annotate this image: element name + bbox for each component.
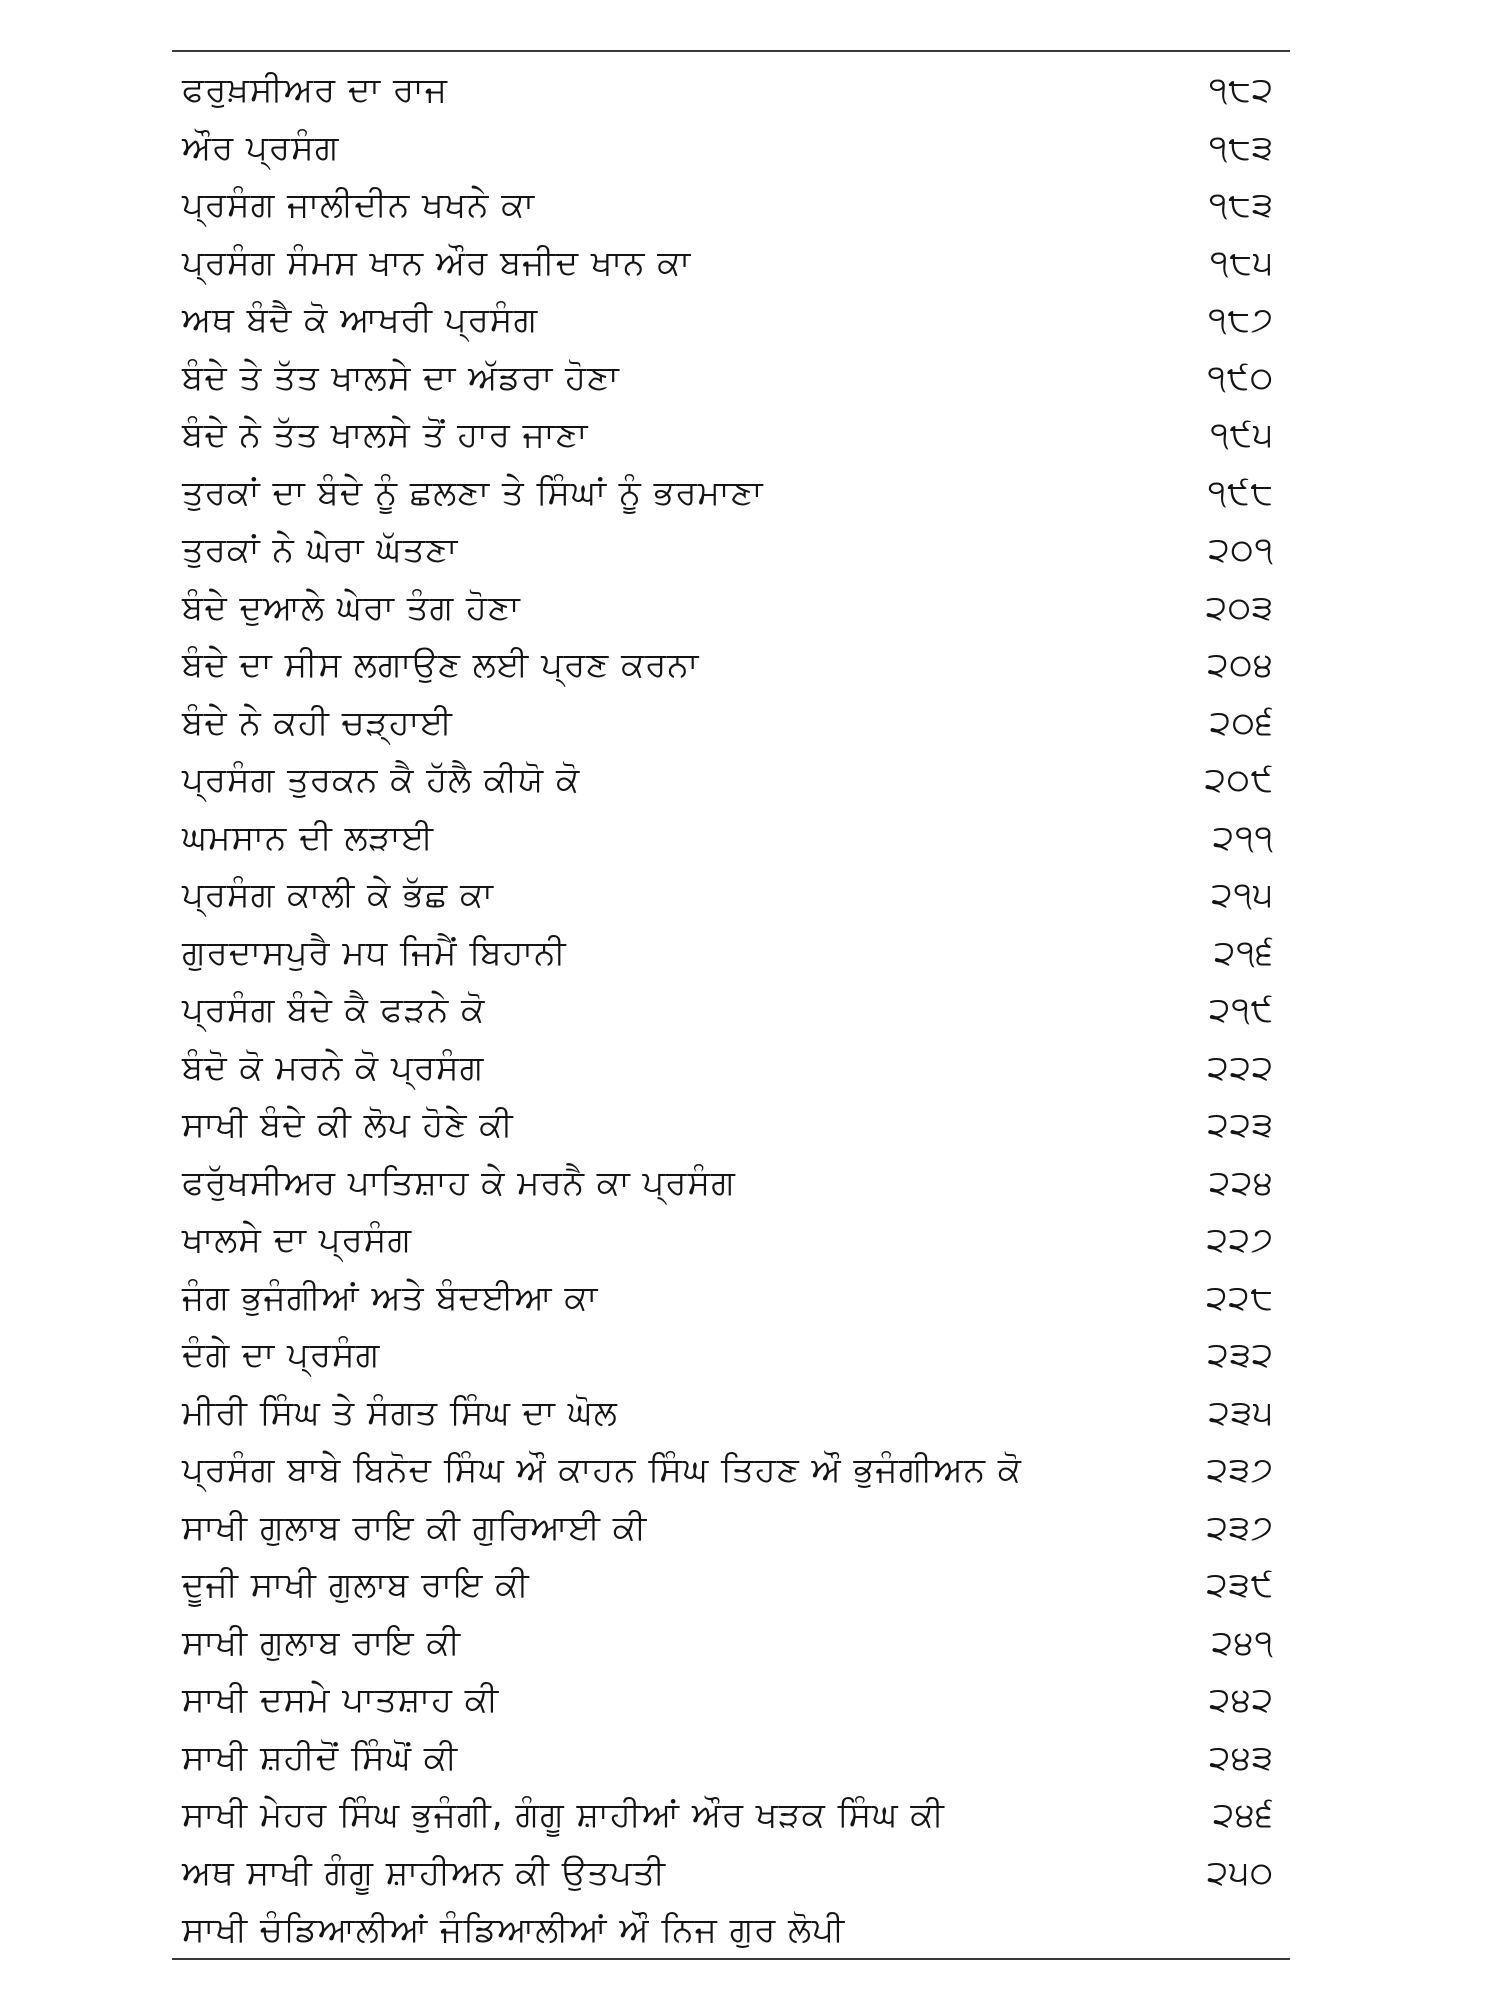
toc-entry-title: ਬੰਦੇ ਨੇ ਤੱਤ ਖਾਲਸੇ ਤੋਂ ਹਾਰ ਜਾਣਾ <box>182 415 589 455</box>
toc-entry <box>172 637 1290 695</box>
toc-entry-page-number: ੨੩੭ <box>1206 1450 1274 1490</box>
toc-entry <box>172 1327 1290 1385</box>
toc-entry-title: ਬੰਦੇ ਨੇ ਕਹੀ ਚੜ੍ਹਾਈ <box>182 702 453 743</box>
toc-entry <box>172 982 1290 1040</box>
toc-entry-page-number: ੨੫੦ <box>1206 1852 1274 1893</box>
toc-entry-page-number: ੨੦੯ <box>1204 760 1274 800</box>
toc-entry-title: ਮੀਰੀ ਸਿੰਘ ਤੇ ਸੰਗਤ ਸਿੰਘ ਦਾ ਘੋਲ <box>182 1392 618 1433</box>
toc-entry-page-number: ੨੪੨ <box>1209 1680 1274 1720</box>
toc-entry <box>172 1040 1290 1098</box>
toc-entry <box>172 1845 1290 1903</box>
toc-entry-title: ਸਾਖੀ ਗੁਲਾਬ ਰਾਇ ਕੀ ਗੁਰਿਆਈ ਕੀ <box>182 1507 648 1548</box>
toc-entry-page-number: ੨੨੩ <box>1207 1105 1274 1145</box>
toc-entry-page-number: ੨੪੬ <box>1212 1795 1274 1835</box>
toc-entry-title: ਸਾਖੀ ਗੁਲਾਬ ਰਾਇ ਕੀ <box>182 1622 461 1663</box>
toc-entry-page-number: ੨੨੮ <box>1206 1277 1274 1318</box>
toc-entry-title: ਸਾਖੀ ਮੇਹਰ ਸਿੰਘ ਭੁਜੰਗੀ, ਗੰਗੂ ਸ਼ਾਹੀਆਂ ਔਰ ਖੜਕ ਸਿੰਘ ਕੀ <box>182 1795 945 1835</box>
toc-entry-title: ਦੰਗੇ ਦਾ ਪ੍ਰਸੰਗ <box>182 1335 381 1375</box>
toc-entry-page-number: ੨੨੭ <box>1206 1220 1274 1260</box>
toc-entry <box>172 292 1290 350</box>
toc-entry <box>172 235 1290 293</box>
toc-entry-page-number: ੨੧੧ <box>1212 817 1274 858</box>
toc-entry-page-number: ੧੯੦ <box>1207 357 1274 398</box>
toc-entry-title: ਸਾਖੀ ਸ਼ਹੀਦੋਂ ਸਿੰਘੋਂ ਕੀ <box>182 1737 459 1778</box>
toc-entry-page-number: ੨੩੫ <box>1208 1392 1274 1433</box>
toc-entry-page-number: ੧੮੩ <box>1208 185 1274 225</box>
toc-entry <box>172 1155 1290 1213</box>
toc-entry <box>172 752 1290 810</box>
toc-entry-title: ਗੁਰਦਾਸਪੁਰੈ ਮਧ ਜਿਮੈਂ ਬਿਹਾਨੀ <box>182 932 567 973</box>
toc-entry-title: ਪ੍ਰਸੰਗ ਤੁਰਕਨ ਕੈ ਹੱਲੈ ਕੀਯੋ ਕੋ <box>182 760 581 800</box>
toc-entry-title: ਜੰਗ ਭੁਜੰਗੀਆਂ ਅਤੇ ਬੰਦਈਆ ਕਾ <box>182 1277 599 1318</box>
toc-entry <box>172 1442 1290 1500</box>
toc-entry-title: ਪ੍ਰਸੰਗ ਜਾਲੀਦੀਨ ਖਖਨੇ ਕਾ <box>182 185 536 225</box>
toc-entry-title: ਘਮਸਾਨ ਦੀ ਲੜਾਈ <box>182 817 435 858</box>
toc-entry <box>172 1730 1290 1788</box>
toc-entry-title: ਤੁਰਕਾਂ ਦਾ ਬੰਦੇ ਨੂੰ ਛਲਣਾ ਤੇ ਸਿੰਘਾਂ ਨੂੰ ਭਰਮਾਣਾ <box>182 472 764 513</box>
toc-entry <box>172 1557 1290 1615</box>
top-rule <box>172 50 1290 52</box>
toc-entry <box>172 62 1290 120</box>
toc-entry-page-number: ੧੮੫ <box>1210 242 1274 283</box>
toc-entry-page-number: ੨੦੩ <box>1205 587 1274 628</box>
toc-entry-page-number: ੨੩੨ <box>1207 1335 1274 1375</box>
toc-entry-title: ਸਾਖੀ ਬੰਦੇ ਕੀ ਲੋਪ ਹੋਣੇ ਕੀ <box>182 1105 514 1145</box>
toc-entry-title: ਦੂਜੀ ਸਾਖੀ ਗੁਲਾਬ ਰਾਇ ਕੀ <box>182 1565 530 1605</box>
toc-entry-page-number: ੧੯੫ <box>1210 415 1274 455</box>
toc-entry-title: ਬੰਦੋ ਕੋ ਮਰਨੇ ਕੋ ਪ੍ਰਸੰਗ <box>182 1047 485 1088</box>
toc-entry-title: ਪ੍ਰਸੰਗ ਬਾਬੇ ਬਿਨੋਦ ਸਿੰਘ ਔ ਕਾਹਨ ਸਿੰਘ ਤਿਹਣ ਔ ਭੁਜੰਗੀਅਨ ਕੋ <box>182 1450 1022 1490</box>
toc-entry <box>172 867 1290 925</box>
toc-entry <box>172 1787 1290 1845</box>
toc-entry <box>172 1097 1290 1155</box>
toc-entry <box>172 1672 1290 1730</box>
toc-entry <box>172 1270 1290 1328</box>
toc-entry-page-number: ੧੯੮ <box>1207 472 1274 513</box>
toc-entry-page-number: ੨੨੨ <box>1207 1047 1274 1088</box>
toc-entry-page-number: ੨੪੧ <box>1211 1622 1274 1663</box>
toc-entry-title: ਬੰਦੇ ਦੁਆਲੇ ਘੇਰਾ ਤੰਗ ਹੋਣਾ <box>182 587 521 628</box>
toc-entry-page-number: ੧੮੨ <box>1208 70 1274 110</box>
toc-entry <box>172 1615 1290 1673</box>
toc-entry-page-number: ੨੧੬ <box>1214 932 1274 973</box>
toc-entry-page-number: ੨੧੯ <box>1209 990 1274 1030</box>
toc-entry-title: ਤੁਰਕਾਂ ਨੇ ਘੇਰਾ ਘੱਤਣਾ <box>182 530 459 570</box>
toc-entry <box>172 1902 1290 1960</box>
toc-entry <box>172 465 1290 523</box>
toc-entry-page-number: ੧੮੩ <box>1208 127 1274 168</box>
toc-entry-page-number: ੨੦੧ <box>1208 530 1274 570</box>
toc-entry-title: ਪ੍ਰਸੰਗ ਕਾਲੀ ਕੇ ਭੱਛ ਕਾ <box>182 875 494 915</box>
toc-entry <box>172 120 1290 178</box>
toc-entry <box>172 522 1290 580</box>
toc-entry-title: ਅਥ ਬੰਦੈ ਕੋ ਆਖਰੀ ਪ੍ਰਸੰਗ <box>182 300 539 340</box>
toc-entry-page-number: ੨੩੭ <box>1206 1507 1274 1548</box>
toc-entry-page-number: ੨੦੬ <box>1209 702 1274 743</box>
toc-entry <box>172 695 1290 753</box>
toc-entry <box>172 1500 1290 1558</box>
toc-entry <box>172 810 1290 868</box>
toc-entry-title: ਸਾਖੀ ਦਸਮੇ ਪਾਤਸ਼ਾਹ ਕੀ <box>182 1680 500 1720</box>
toc-entry-title: ਫਰੁਖ਼ਸੀਅਰ ਦਾ ਰਾਜ <box>182 70 448 110</box>
toc-entry <box>172 350 1290 408</box>
toc-entry-title: ਬੰਦੇ ਤੇ ਤੱਤ ਖਾਲਸੇ ਦਾ ਅੱਡਰਾ ਹੋਣਾ <box>182 357 620 398</box>
toc-entry-title: ਖਾਲਸੇ ਦਾ ਪ੍ਰਸੰਗ <box>182 1220 413 1260</box>
bottom-rule <box>172 1958 1290 1960</box>
toc-entry-page-number: ੨੨੪ <box>1209 1162 1274 1203</box>
toc-entry-page-number: ੨੩੯ <box>1206 1565 1274 1605</box>
toc-entry-page-number: ੨੦੪ <box>1207 645 1274 685</box>
toc-entry-title: ਪ੍ਰਸੰਗ ਬੰਦੇ ਕੈ ਫੜਨੇ ਕੋ <box>182 990 486 1030</box>
toc-entry-title: ਫਰੁੱਖਸੀਅਰ ਪਾਤਿਸ਼ਾਹ ਕੇ ਮਰਨੈ ਕਾ ਪ੍ਰਸੰਗ <box>182 1162 736 1203</box>
toc-entry <box>172 1212 1290 1270</box>
table-of-contents <box>172 62 1290 1960</box>
toc-entry-title: ਬੰਦੇ ਦਾ ਸੀਸ ਲਗਾਉਣ ਲਈ ਪ੍ਰਣ ਕਰਨਾ <box>182 645 700 685</box>
toc-entry-title: ਪ੍ਰਸੰਗ ਸੰਮਸ ਖਾਨ ਔਰ ਬਜੀਦ ਖਾਨ ਕਾ <box>182 242 692 283</box>
toc-entry <box>172 407 1290 465</box>
toc-entry-title: ਸਾਖੀ ਚੰਡਿਆਲੀਆਂ ਜੰਡਿਆਲੀਆਂ ਔ ਨਿਜ ਗੁਰ ਲੋਪੀ <box>182 1910 846 1950</box>
toc-entry-page-number: ੨੪੩ <box>1209 1737 1274 1778</box>
toc-entry <box>172 1385 1290 1443</box>
toc-entry-page-number: ੧੮੭ <box>1208 300 1274 340</box>
toc-entry <box>172 925 1290 983</box>
toc-entry-page-number: ੨੧੫ <box>1211 875 1274 915</box>
toc-entry <box>172 177 1290 235</box>
toc-entry-title: ਅਥ ਸਾਖੀ ਗੰਗੂ ਸ਼ਾਹੀਅਨ ਕੀ ਉਤਪਤੀ <box>182 1852 666 1893</box>
toc-entry-title: ਔਰ ਪ੍ਰਸੰਗ <box>182 127 340 168</box>
toc-entry <box>172 580 1290 638</box>
